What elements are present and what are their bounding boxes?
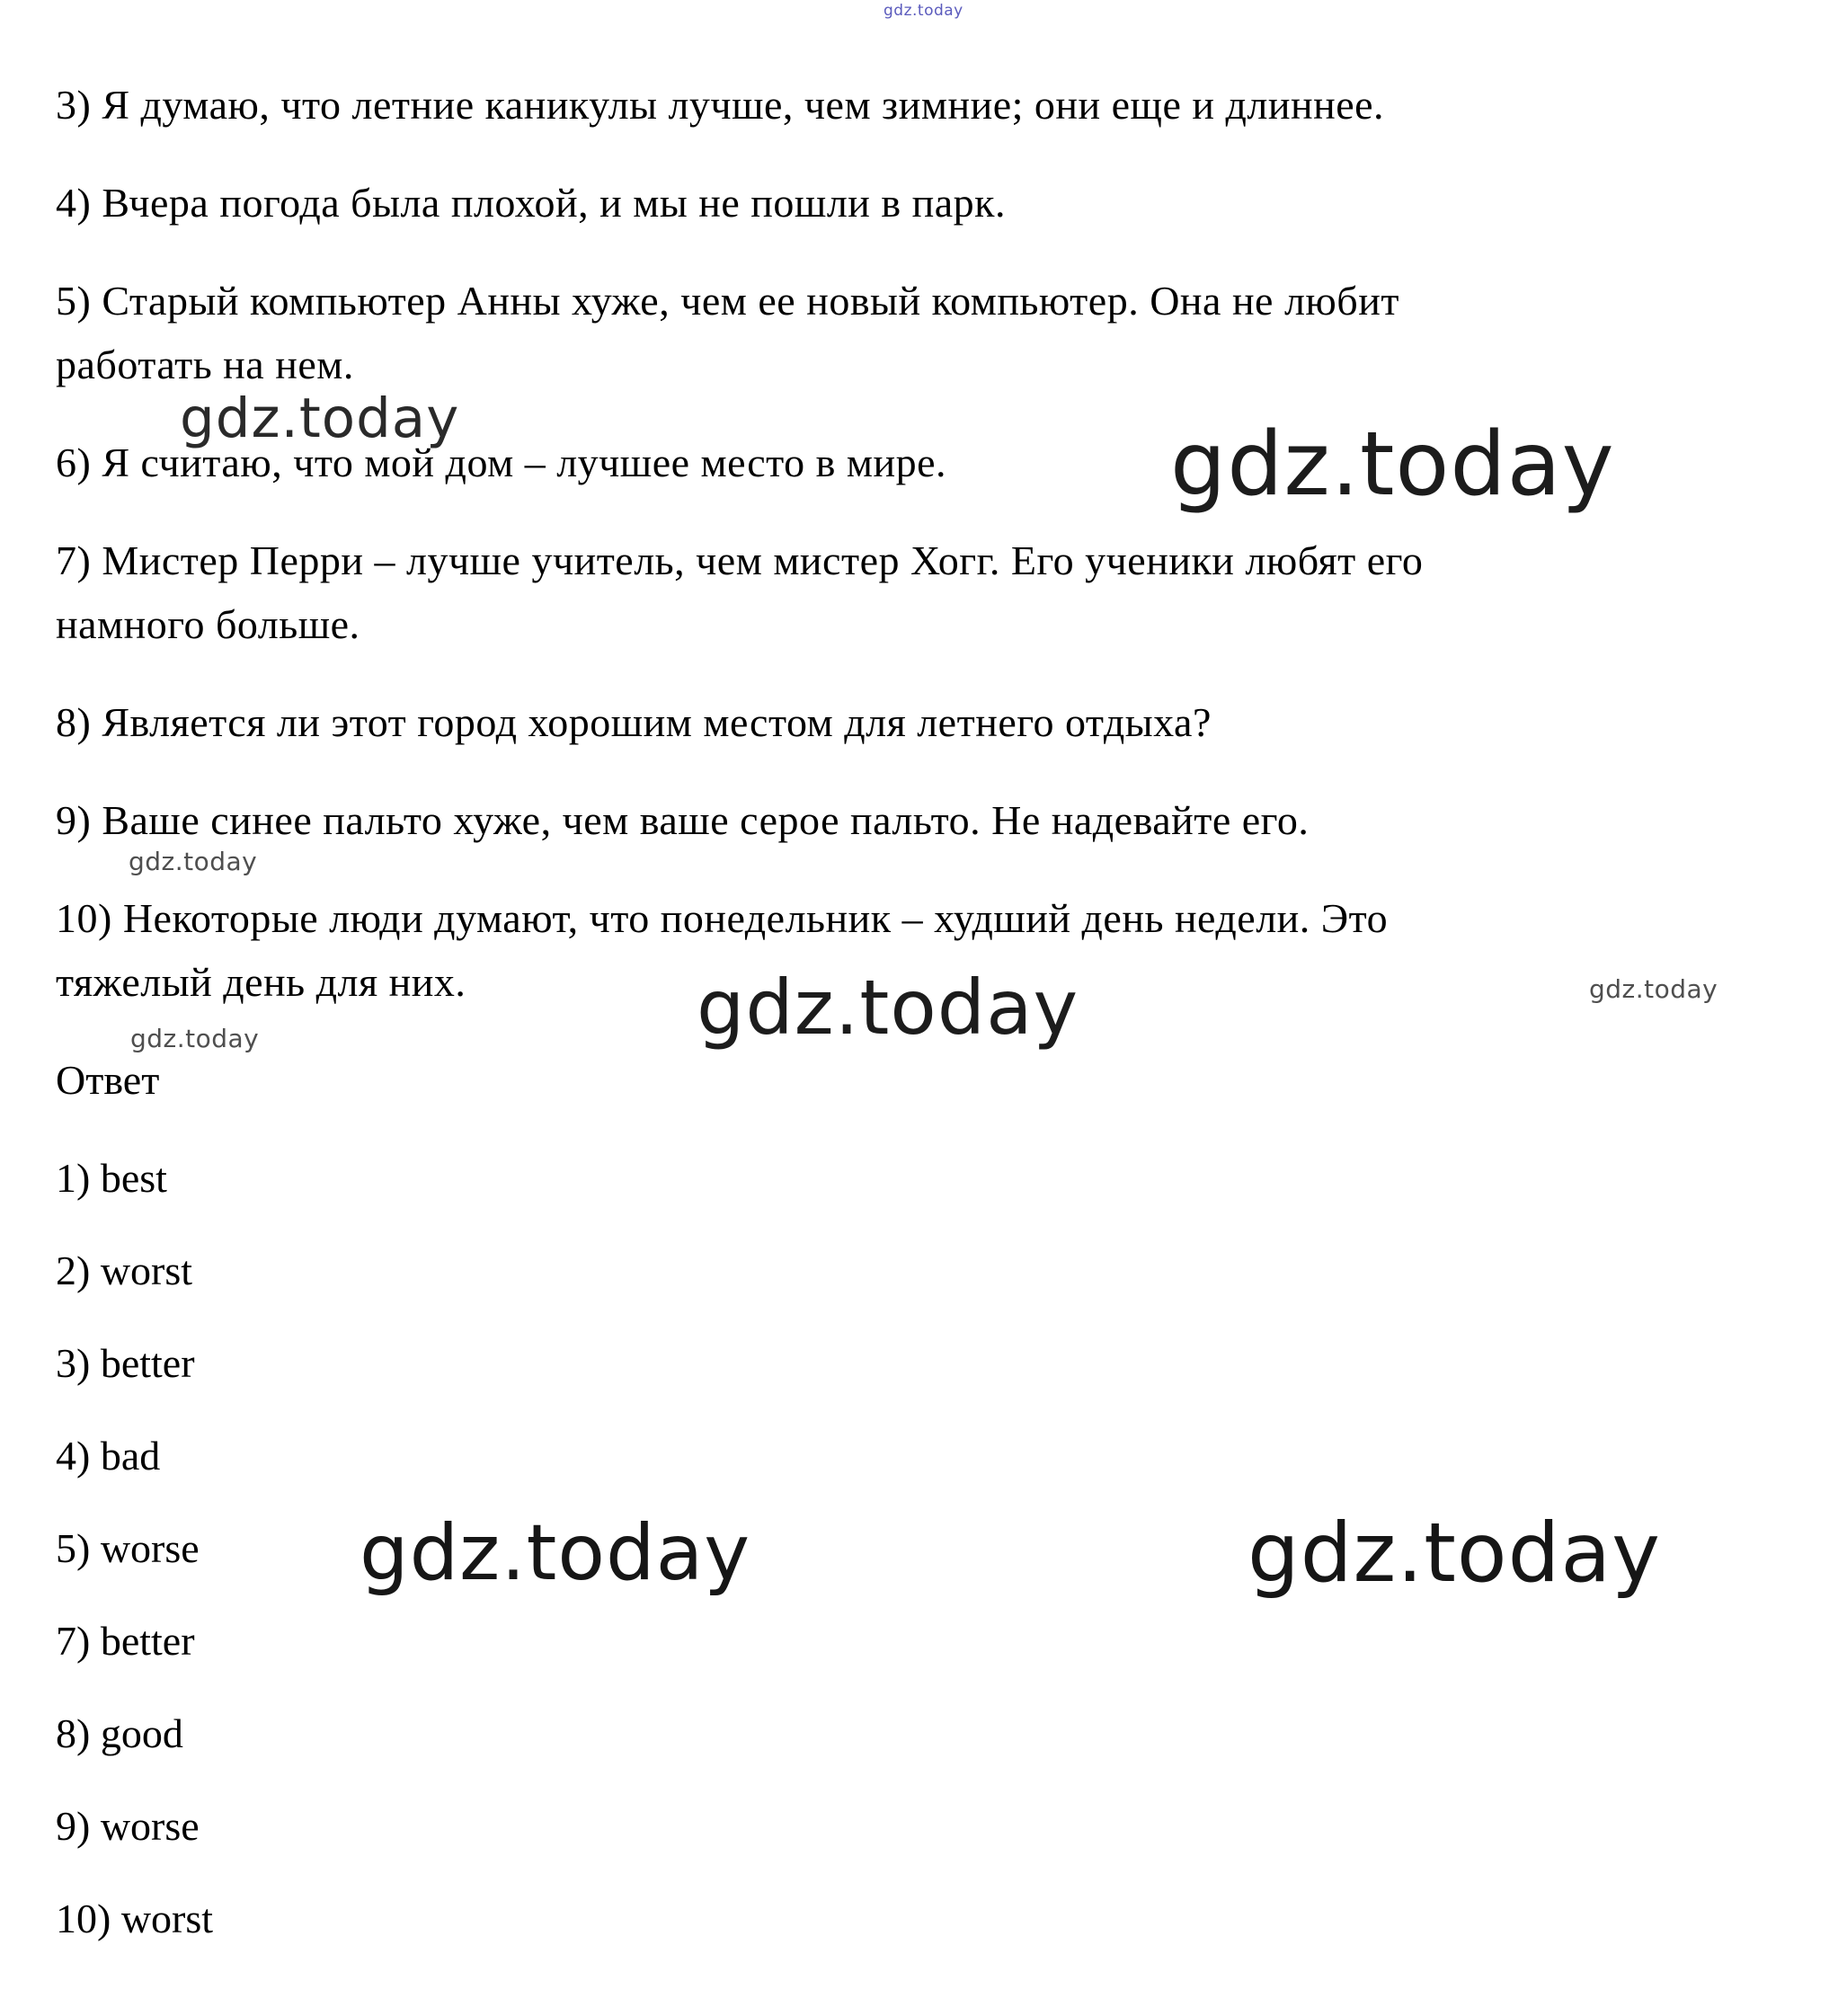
sentence-4 [56, 171, 1799, 235]
watermark-right-large: gdz.today [1170, 413, 1615, 516]
answer-item-7: 7) better [56, 1618, 195, 1664]
sentence-line: 6) Я считаю, что мой дом – лучшее место в мире. [56, 440, 946, 485]
watermark-bottom-left: gdz.today [360, 1508, 751, 1598]
watermark-small-left-1: gdz.today [129, 847, 258, 876]
sentence-line: 10) Некоторые люди думают, что понедельник – худший день недели. Это [56, 895, 1389, 941]
sentence-line: 9) Ваше синее пальто хуже, чем ваше серое пальто. Не надевайте его. [56, 797, 1310, 843]
sentence-line: 8) Является ли этот город хорошим местом для летнего отдыха? [56, 699, 1212, 745]
watermark-center-large: gdz.today [697, 964, 1079, 1052]
answer-item-5: 5) worse [56, 1525, 200, 1571]
answer-item-9: 9) worse [56, 1803, 200, 1849]
sentence-line: 4) Вчера погода была плохой, и мы не пошли в парк. [56, 180, 1007, 226]
sentence-3 [56, 73, 1799, 137]
document-body [56, 73, 1799, 1979]
sentence-7 [56, 528, 1799, 656]
sentence-8 [56, 690, 1799, 754]
sentence-6 [56, 431, 1799, 494]
answer-header: Ответ [56, 1057, 160, 1103]
sentence-line: работать на нем. [56, 342, 354, 387]
sentence-5 [56, 269, 1799, 396]
sentence-line: 7) Мистер Перри – лучше учитель, чем мистер Хогг. Его ученики любят его [56, 537, 1424, 583]
watermark-mid-left: gdz.today [180, 386, 460, 450]
answer-item-4: 4) bad [56, 1433, 161, 1479]
watermark-top: gdz.today [884, 2, 963, 20]
answer-item-3: 3) better [56, 1340, 195, 1386]
watermark-bottom-right: gdz.today [1248, 1506, 1661, 1601]
sentence-10 [56, 886, 1799, 1014]
sentence-line: тяжелый день для них. [56, 959, 466, 1005]
sentence-9 [56, 788, 1799, 852]
watermark-small-right: gdz.today [1589, 974, 1718, 1004]
answer-item-2: 2) worst [56, 1248, 193, 1293]
sentence-line: намного больше. [56, 601, 360, 647]
sentence-line: 3) Я думаю, что летние каникулы лучше, чем зимние; они еще и длиннее. [56, 82, 1385, 128]
answer-item-8: 8) good [56, 1710, 183, 1756]
answer-item-10: 10) worst [56, 1896, 214, 1941]
answer-item-1: 1) best [56, 1155, 167, 1201]
watermark-small-left-2: gdz.today [130, 1024, 260, 1053]
sentence-line: 5) Старый компьютер Анны хуже, чем ее новый компьютер. Она не любит [56, 278, 1399, 324]
